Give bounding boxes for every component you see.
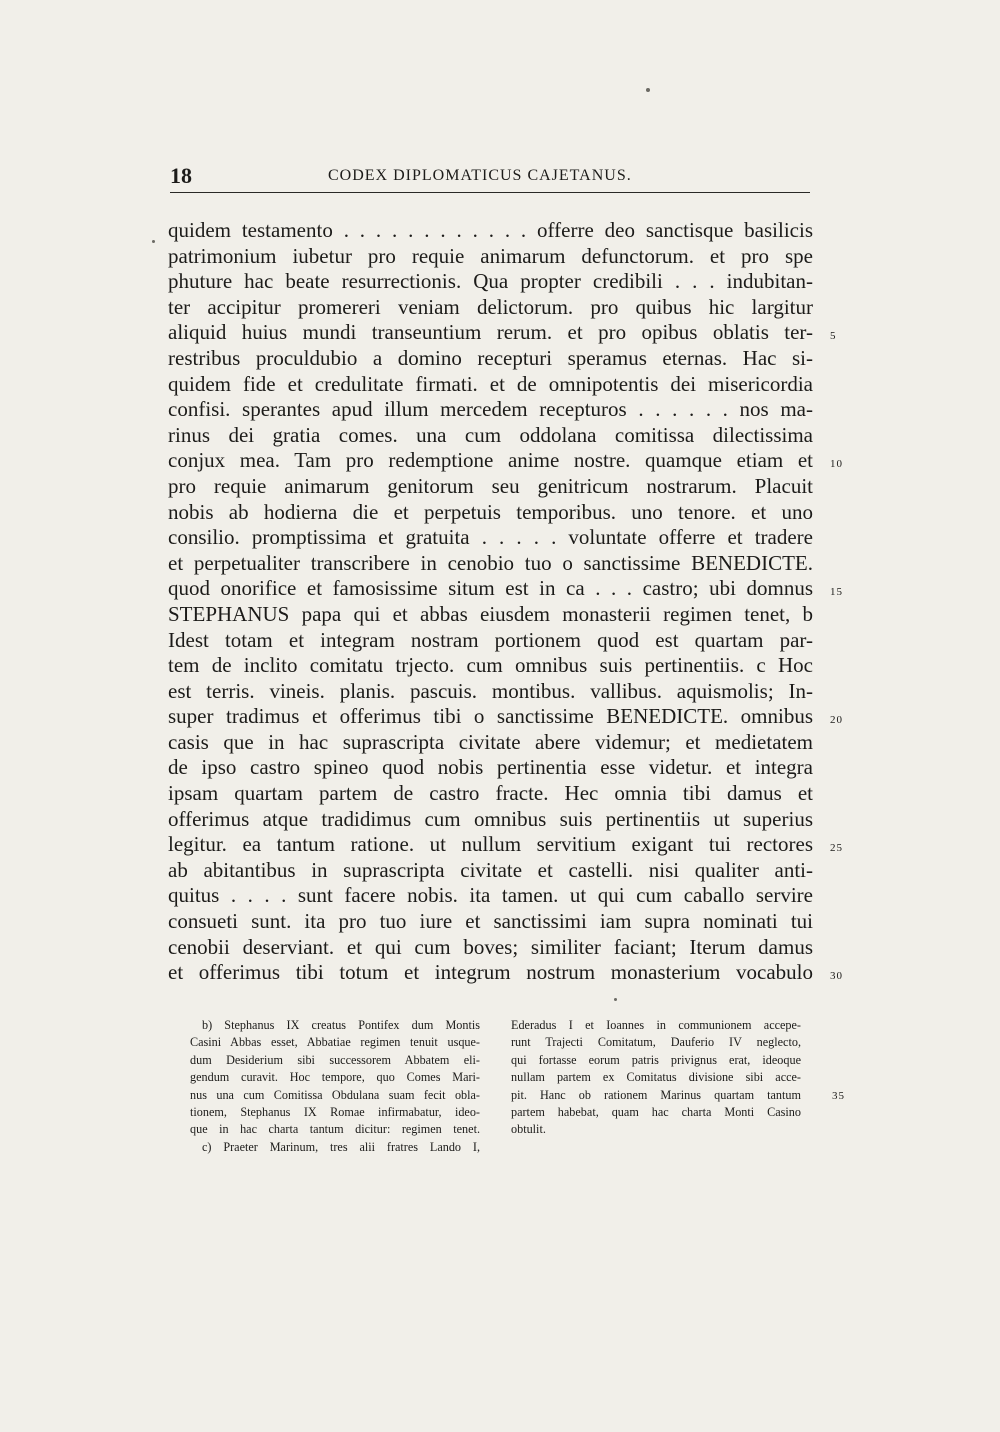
text-line: quidem fide et credulitate firmati. et de omnipotentis dei misericordia (168, 371, 813, 396)
text-line: quod onorifice et famosissime situm est in ca . . . castro; ubi domnus (168, 576, 813, 601)
margin-line-number: 5 (830, 330, 837, 342)
footnotes-right-column (511, 1017, 801, 1139)
text-line: patrimonium iubetur pro requie animarum defunctorum. et pro spe (168, 243, 813, 268)
paper-speck (152, 240, 155, 243)
text-line: conjux mea. Tam pro redemptione anime nostre. quamque etiam et (168, 448, 813, 473)
footnotes-left-column (190, 1017, 480, 1156)
footnote-line: b) Stephanus IX creatus Pontifex dum Montis (202, 1018, 480, 1032)
text-line: consilio. promptissima et gratuita . . . . . voluntate offerre et tradere (168, 525, 813, 550)
text-line: est terris. vineis. planis. pascuis. montibus. vallibus. aquismolis; In- (168, 678, 813, 703)
text-line: nobis ab hodierna die et perpetuis temporibus. uno tenore. et uno (168, 499, 813, 524)
text-line: restribus proculdubio a domino recepturi speramus eternas. Hac si- (168, 345, 813, 370)
margin-line-number: 20 (830, 714, 843, 726)
footnote-line: que in hac charta tantum dicitur: regimen tenet. (190, 1122, 480, 1137)
text-line: phuture hac beate resurrectionis. Qua propter credibili . . . indubitan- (168, 269, 813, 294)
footnote-line: c) Praeter Marinum, tres alii fratres Lando I, (202, 1139, 480, 1154)
margin-line-number: 25 (830, 842, 843, 854)
footnote-line: nullam partem ex Comitatus divisione sibi acce- (511, 1070, 801, 1085)
text-line: tem de inclito comitatu trjecto. cum omnibus suis pertinentiis. c Hoc (168, 653, 813, 678)
text-line: casis que in hac suprascripta civitate abere videmur; et medietatem (168, 729, 813, 754)
text-line: rinus dei gratia comes. una cum oddolana comitissa dilectissima (168, 422, 813, 447)
text-line: legitur. ea tantum ratione. ut nullum servitium exigant tui rectores (168, 832, 813, 857)
margin-line-number: 15 (830, 586, 843, 598)
text-line: offerimus atque tradidimus cum omnibus suis pertinentiis ut superius (168, 806, 813, 831)
text-line: et perpetualiter transcribere in cenobio tuo o sanctissime BENEDICTE. (168, 550, 813, 575)
page-number: 18 (170, 163, 192, 188)
text-line: pro requie animarum genitorum seu genitricum nostrarum. Placuit (168, 473, 813, 498)
text-line: cenobii deserviant. et qui cum boves; similiter faciant; Iterum damus (168, 934, 813, 959)
footnote-line: Casini Abbas esset, Abbatiae regimen tenuit usque- (190, 1035, 480, 1050)
running-title: CODEX DIPLOMATICUS CAJETANUS. (328, 167, 632, 184)
charter-text (168, 218, 813, 986)
footnote-line: dum Desiderium sibi successorem Abbatem eli- (190, 1052, 480, 1067)
text-line: ab abitantibus in suprascripta civitate et castelli. nisi qualiter anti- (168, 857, 813, 882)
text-line: de ipso castro spineo quod nobis pertinentia esse videtur. et integra (168, 755, 813, 780)
footnote-line: partem habebat, quam hac charta Monti Casino (511, 1104, 801, 1119)
footnote-line: tionem, Stephanus IX Romae infirmabatur, ideo- (190, 1104, 480, 1119)
header-rule (170, 192, 810, 193)
text-line: super tradimus et offerimus tibi o sanctissime BENEDICTE. omnibus (168, 704, 813, 729)
text-line: Idest totam et integram nostram portionem quod est quartam par- (168, 627, 813, 652)
paper-speck (646, 88, 650, 92)
text-line: STEPHANUS papa qui et abbas eiusdem monasterii regimen tenet, b (168, 601, 813, 626)
text-line: aliquid huius mundi transeuntium rerum. et pro opibus oblatis ter- (168, 320, 813, 345)
footnote-line: Ederadus I et Ioannes in communionem accepe- (511, 1018, 801, 1032)
footnote-line: runt Trajecti Comitatum, Dauferio IV neglecto, (511, 1035, 801, 1050)
text-line: quitus . . . . sunt facere nobis. ita tamen. ut qui cum caballo servire (168, 883, 813, 908)
margin-line-number: 30 (830, 970, 843, 982)
text-line: ipsam quartam partem de castro fracte. Hec omnia tibi damus et (168, 781, 813, 806)
footnote-line: obtulit. (511, 1122, 546, 1137)
footnote-line: gendum curavit. Hoc tempore, quo Comes Mari- (190, 1070, 480, 1085)
text-line: consueti sunt. ita pro tuo iure et sanctissimi iam supra nominati tui (168, 909, 813, 934)
text-line: et offerimus tibi totum et integrum nostrum monasterium vocabulo (168, 960, 813, 985)
footnote-line-number: 35 (832, 1090, 845, 1102)
margin-line-number: 10 (830, 458, 843, 470)
footnote-line: qui fortasse eorum patris privignus erat, ideoque (511, 1052, 801, 1067)
text-line: confisi. sperantes apud illum mercedem recepturos . . . . . . nos ma- (168, 397, 813, 422)
footnote-line: pit. Hanc ob rationem Marinus quartam tantum (511, 1087, 801, 1102)
footnote-line: nus una cum Comitissa Obdulana suam fecit obla- (190, 1087, 480, 1102)
text-line: ter accipitur promereri veniam delictorum. pro quibus hic largitur (168, 294, 813, 319)
paper-speck (614, 998, 617, 1001)
text-line: quidem testamento . . . . . . . . . . . . offerre deo sanctisque basilicis (168, 218, 813, 242)
page-header (170, 163, 810, 187)
